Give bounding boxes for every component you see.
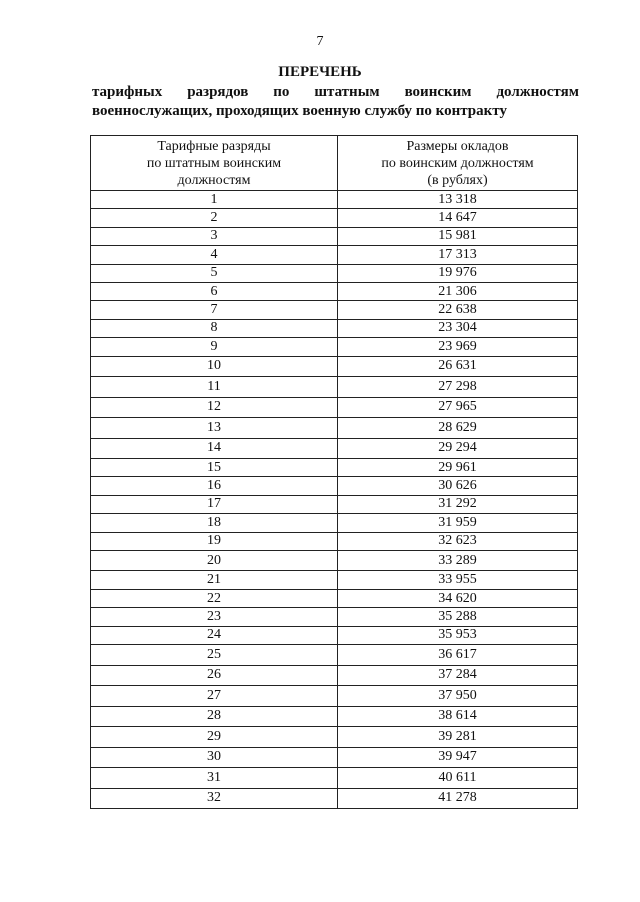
grade-cell: 19 (91, 532, 338, 550)
grade-cell: 30 (91, 747, 338, 768)
grade-cell: 9 (91, 338, 338, 356)
grade-cell: 12 (91, 397, 338, 418)
salary-cell: 39 947 (338, 747, 578, 768)
subtitle-word: должностям (496, 84, 579, 100)
salary-cell: 17 313 (338, 246, 578, 264)
header-line: по воинским должностям (381, 155, 534, 171)
grade-cell: 3 (91, 227, 338, 245)
grade-cell: 29 (91, 727, 338, 748)
grade-cell: 14 (91, 438, 338, 459)
salary-cell: 33 289 (338, 550, 578, 571)
grade-cell: 4 (91, 246, 338, 264)
table-row (91, 645, 578, 666)
salary-cell: 22 638 (338, 301, 578, 319)
subtitle-line-2: военнослужащих, проходящих военную службу по контракту (92, 103, 507, 119)
grade-cell: 23 (91, 608, 338, 626)
table-row (91, 550, 578, 571)
grade-cell: 15 (91, 459, 338, 477)
grade-cell: 24 (91, 626, 338, 644)
salary-cell: 35 288 (338, 608, 578, 626)
grade-cell: 16 (91, 477, 338, 495)
salary-cell: 31 292 (338, 495, 578, 513)
grade-cell: 18 (91, 514, 338, 532)
salary-cell: 37 950 (338, 686, 578, 707)
table-row (91, 301, 578, 319)
table-row (91, 626, 578, 644)
salary-cell: 38 614 (338, 706, 578, 727)
grade-cell: 7 (91, 301, 338, 319)
table-row (91, 438, 578, 459)
salary-cell: 23 969 (338, 338, 578, 356)
salary-cell: 26 631 (338, 356, 578, 377)
salary-cell: 14 647 (338, 209, 578, 227)
table-row (91, 532, 578, 550)
table-row (91, 397, 578, 418)
grade-cell: 20 (91, 550, 338, 571)
table-row (91, 209, 578, 227)
salary-cell: 27 298 (338, 377, 578, 398)
table-row (91, 589, 578, 607)
grade-cell: 11 (91, 377, 338, 398)
salary-cell: 33 955 (338, 571, 578, 589)
header-line: по штатным воинским (146, 155, 282, 171)
table-row (91, 727, 578, 748)
salary-cell: 30 626 (338, 477, 578, 495)
subtitle-word: штатным (314, 84, 380, 100)
salary-cell: 34 620 (338, 589, 578, 607)
table-row (91, 706, 578, 727)
subtitle-line-1 (92, 84, 579, 101)
header-line: Тарифные разряды (157, 138, 271, 154)
salary-cell: 36 617 (338, 645, 578, 666)
page-number: 7 (316, 34, 324, 49)
grade-cell: 1 (91, 191, 338, 209)
subtitle-word: по (273, 84, 290, 100)
grade-cell: 22 (91, 589, 338, 607)
table-body (91, 191, 578, 809)
table-row (91, 356, 578, 377)
salary-cell: 13 318 (338, 191, 578, 209)
subtitle-word: воинским (404, 84, 472, 100)
table-row (91, 319, 578, 337)
header-line: (в рублях) (427, 172, 488, 188)
table-row (91, 686, 578, 707)
table-row (91, 747, 578, 768)
grade-cell: 17 (91, 495, 338, 513)
table-row (91, 377, 578, 398)
header-salary (338, 136, 578, 191)
salary-cell: 29 294 (338, 438, 578, 459)
grade-cell: 6 (91, 282, 338, 300)
table-row (91, 665, 578, 686)
table-row (91, 418, 578, 439)
salary-cell: 39 281 (338, 727, 578, 748)
salary-cell: 15 981 (338, 227, 578, 245)
header-line: должностям (177, 172, 251, 188)
table-row (91, 514, 578, 532)
grade-cell: 27 (91, 686, 338, 707)
salary-cell: 23 304 (338, 319, 578, 337)
table-row (91, 477, 578, 495)
salary-cell: 31 959 (338, 514, 578, 532)
subtitle-word: разрядов (187, 84, 249, 100)
salary-cell: 29 961 (338, 459, 578, 477)
table-row (91, 338, 578, 356)
grade-cell: 28 (91, 706, 338, 727)
header-tariff-grade (91, 136, 338, 191)
grade-cell: 10 (91, 356, 338, 377)
table-row (91, 495, 578, 513)
table-row (91, 246, 578, 264)
salary-table (90, 135, 578, 809)
table-row (91, 571, 578, 589)
salary-cell: 21 306 (338, 282, 578, 300)
grade-cell: 8 (91, 319, 338, 337)
salary-cell: 40 611 (338, 768, 578, 789)
table-row (91, 227, 578, 245)
salary-cell: 37 284 (338, 665, 578, 686)
table-row (91, 788, 578, 809)
grade-cell: 25 (91, 645, 338, 666)
table-row (91, 282, 578, 300)
grade-cell: 31 (91, 768, 338, 789)
table-row (91, 264, 578, 282)
salary-cell: 35 953 (338, 626, 578, 644)
grade-cell: 2 (91, 209, 338, 227)
table-row (91, 191, 578, 209)
table-row (91, 459, 578, 477)
header-line: Размеры окладов (406, 138, 509, 154)
grade-cell: 21 (91, 571, 338, 589)
salary-cell: 41 278 (338, 788, 578, 809)
table-row (91, 608, 578, 626)
document-title: ПЕРЕЧЕНЬ (278, 64, 362, 80)
salary-cell: 19 976 (338, 264, 578, 282)
grade-cell: 26 (91, 665, 338, 686)
subtitle-word: тарифных (92, 84, 163, 100)
grade-cell: 13 (91, 418, 338, 439)
table-header-row (91, 136, 578, 191)
grade-cell: 5 (91, 264, 338, 282)
grade-cell: 32 (91, 788, 338, 809)
salary-cell: 32 623 (338, 532, 578, 550)
salary-cell: 27 965 (338, 397, 578, 418)
table-row (91, 768, 578, 789)
salary-cell: 28 629 (338, 418, 578, 439)
